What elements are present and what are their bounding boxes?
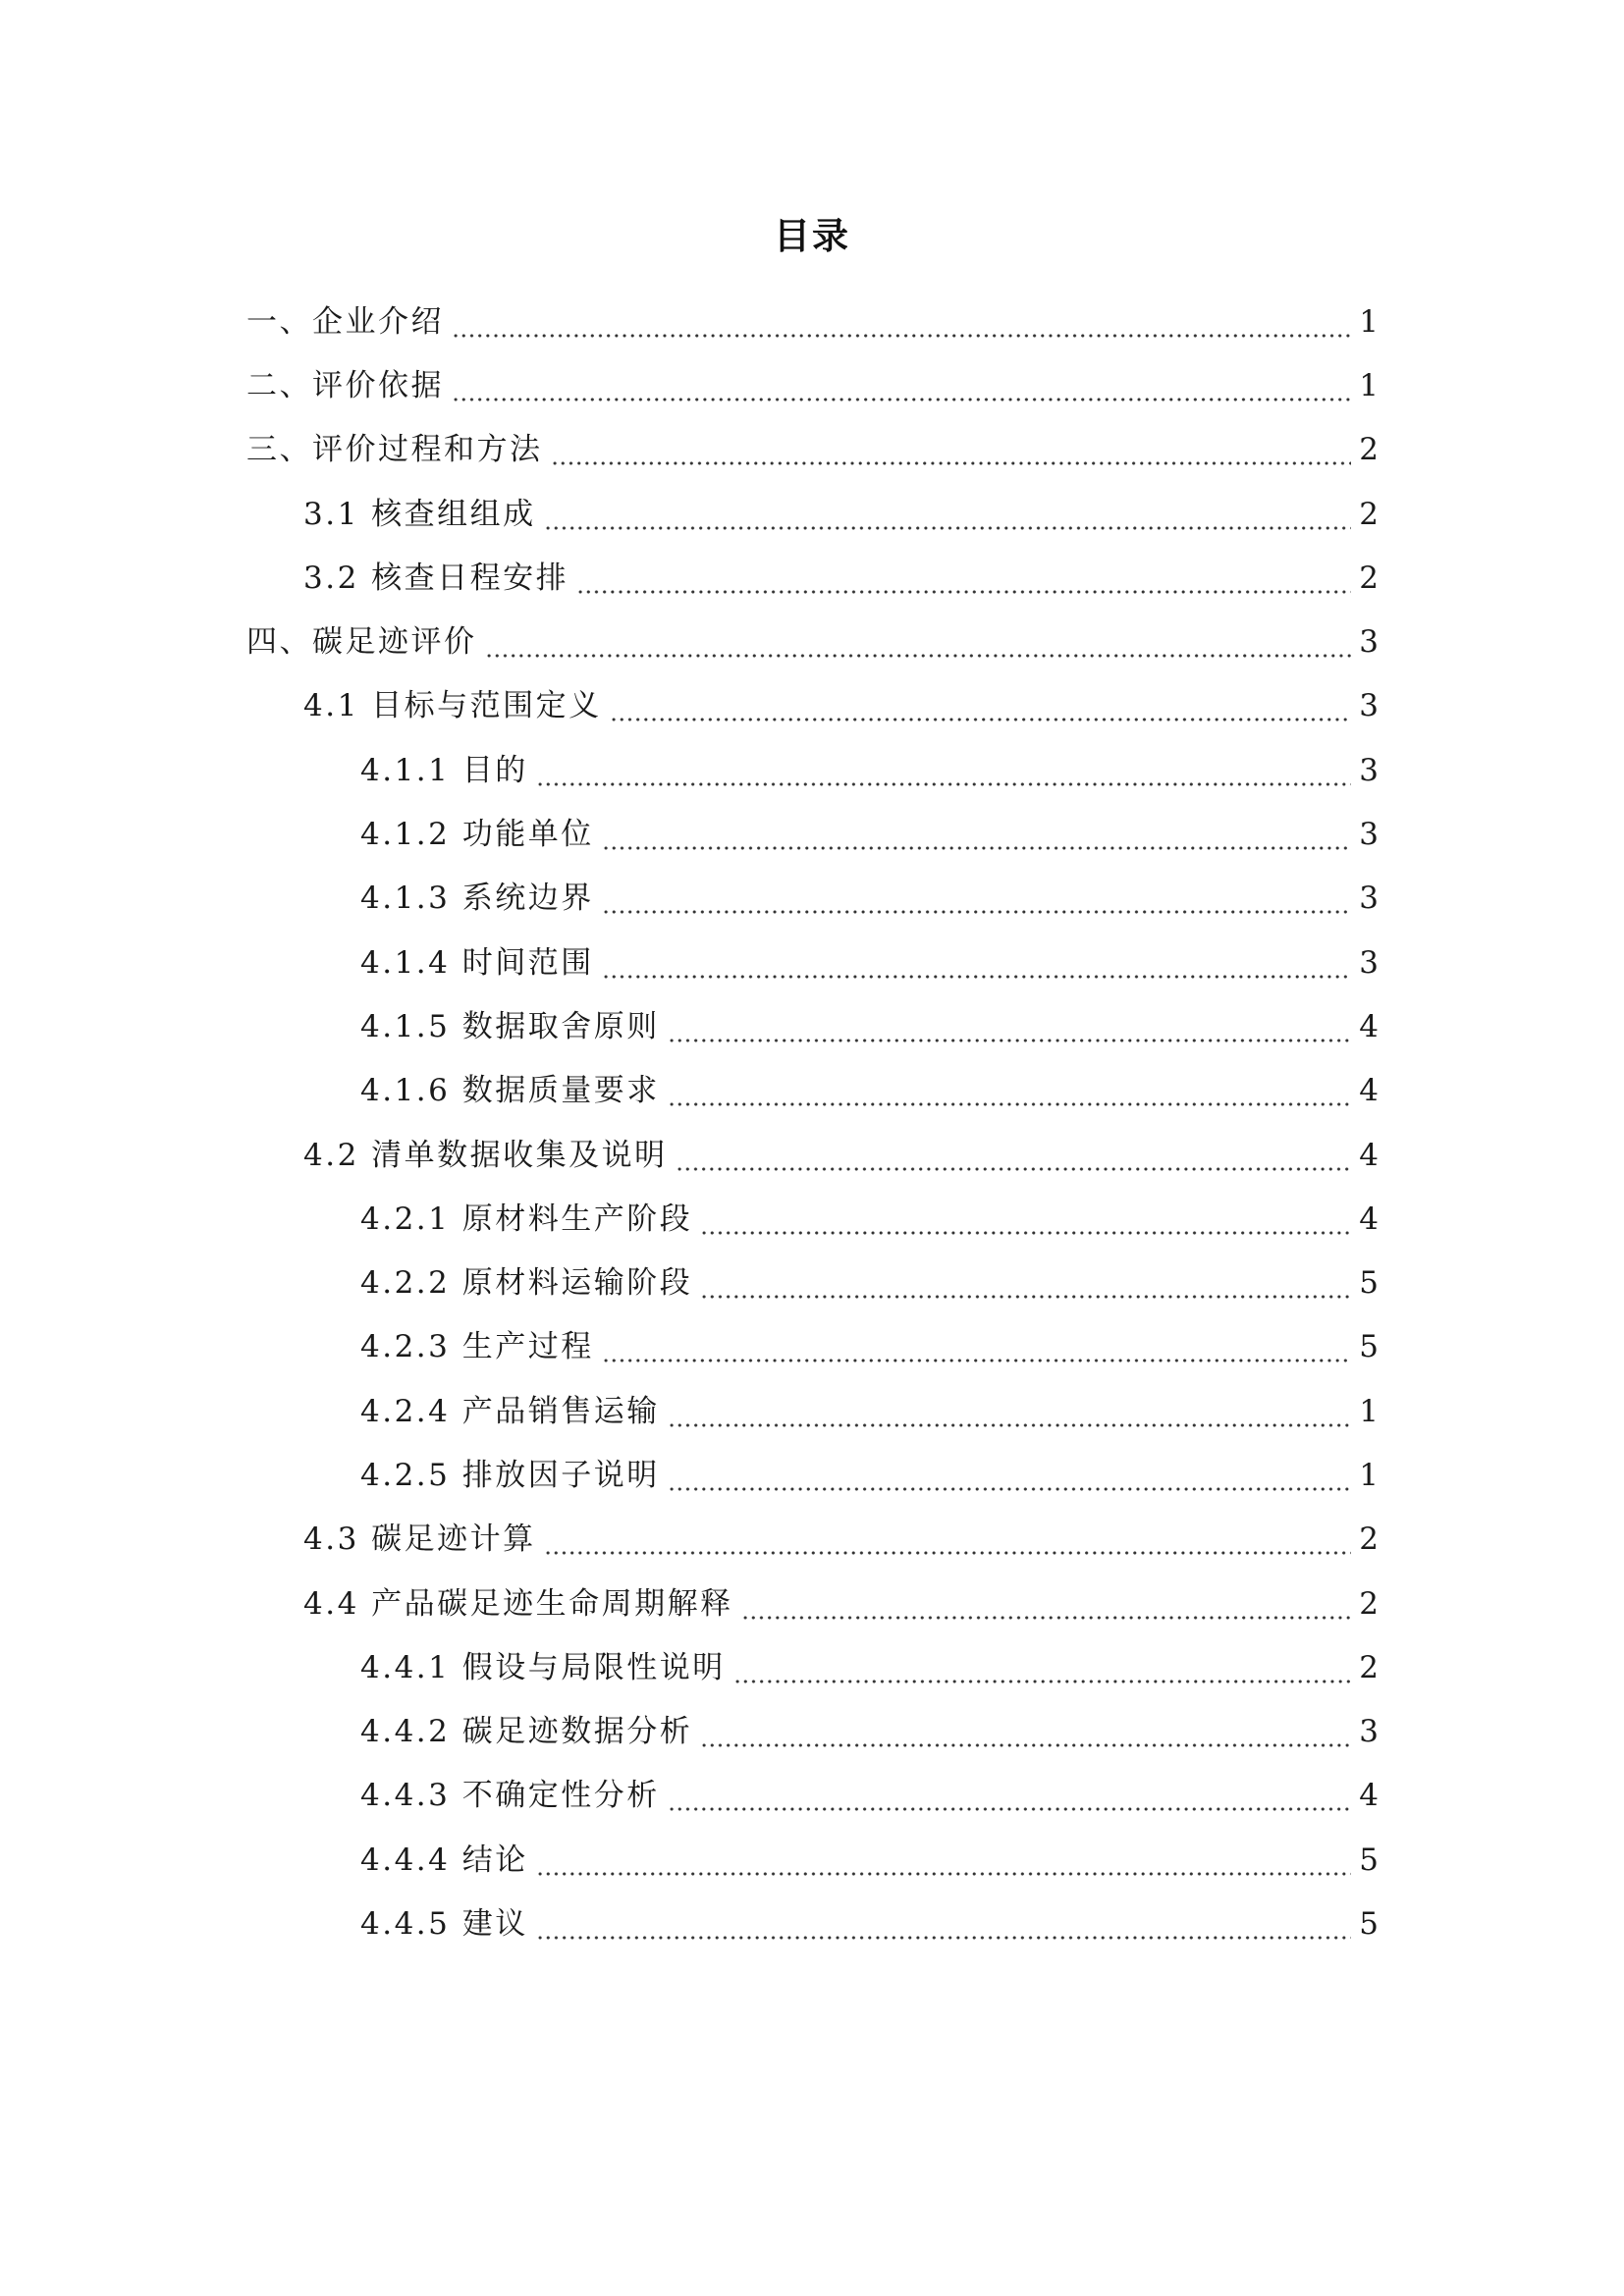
toc-entry-label: 4.4 产品碳足迹生命周期解释 — [303, 1585, 733, 1622]
toc-entry-label: 4.1.4 时间范围 — [360, 944, 594, 981]
toc-entry-page-number: 5 — [1359, 1842, 1379, 1878]
toc-entry-label: 4.4.4 结论 — [360, 1842, 528, 1878]
toc-entry[interactable] — [0, 610, 1624, 673]
toc-entry-label: 4.4.5 建议 — [360, 1906, 528, 1943]
toc-entry-page-number: 3 — [1359, 688, 1379, 724]
toc-entry-label: 4.1.6 数据质量要求 — [360, 1073, 660, 1109]
toc-entry-label: 一、企业介绍 — [246, 303, 444, 340]
toc-entry-page-number: 4 — [1359, 1201, 1379, 1237]
toc-entry-page-number: 1 — [1359, 1393, 1379, 1429]
toc-entry-label: 三、评价过程和方法 — [246, 432, 543, 468]
toc-entry-label: 4.2 清单数据收集及说明 — [303, 1137, 668, 1173]
toc-entry-page-number: 3 — [1359, 752, 1379, 788]
toc-entry-label: 3.2 核查日程安排 — [303, 560, 569, 596]
toc-dot-leader — [602, 815, 1351, 854]
toc-entry-page-number: 1 — [1359, 1457, 1379, 1493]
toc-dot-leader — [536, 751, 1351, 790]
toc-entry[interactable] — [0, 738, 1624, 802]
toc-list — [0, 290, 1624, 1956]
toc-entry[interactable] — [0, 1828, 1624, 1892]
toc-dot-leader — [602, 943, 1351, 983]
toc-dot-leader — [551, 430, 1352, 469]
toc-entry-label: 4.1.5 数据取舍原则 — [360, 1008, 660, 1044]
toc-entry-page-number: 5 — [1359, 1906, 1379, 1943]
toc-entry-page-number: 4 — [1359, 1073, 1379, 1109]
toc-entry-page-number: 3 — [1359, 1714, 1379, 1750]
toc-entry-label: 4.1.3 系统边界 — [360, 881, 594, 917]
toc-entry-page-number: 2 — [1359, 496, 1379, 532]
toc-entry[interactable] — [0, 1059, 1624, 1123]
toc-entry-page-number: 2 — [1359, 560, 1379, 596]
toc-dot-leader — [452, 366, 1351, 405]
toc-entry[interactable] — [0, 1764, 1624, 1828]
toc-dot-leader — [544, 495, 1351, 534]
toc-entry-label: 4.2.1 原材料生产阶段 — [360, 1201, 693, 1237]
toc-entry[interactable] — [0, 353, 1624, 417]
toc-entry[interactable] — [0, 1187, 1624, 1251]
toc-entry-page-number: 4 — [1359, 1008, 1379, 1044]
toc-entry[interactable] — [0, 867, 1624, 931]
toc-entry-label: 3.1 核查组组成 — [303, 496, 536, 532]
toc-entry[interactable] — [0, 1635, 1624, 1699]
toc-entry[interactable] — [0, 1315, 1624, 1379]
toc-dot-leader — [536, 1904, 1351, 1944]
toc-entry-label: 4.2.5 排放因子说明 — [360, 1457, 660, 1493]
toc-entry-label: 4.2.2 原材料运输阶段 — [360, 1265, 693, 1302]
toc-entry-page-number: 2 — [1359, 1649, 1379, 1685]
toc-entry[interactable] — [0, 1508, 1624, 1572]
toc-entry[interactable] — [0, 290, 1624, 353]
toc-entry[interactable] — [0, 1572, 1624, 1635]
toc-dot-leader — [668, 1776, 1351, 1815]
toc-entry-page-number: 2 — [1359, 1522, 1379, 1558]
toc-dot-leader — [668, 1456, 1351, 1495]
toc-entry[interactable] — [0, 546, 1624, 610]
toc-entry-label: 4.4.3 不确定性分析 — [360, 1778, 660, 1814]
toc-dot-leader — [676, 1136, 1351, 1175]
toc-dot-leader — [700, 1712, 1351, 1751]
toc-entry-label: 4.1.2 功能单位 — [360, 817, 594, 853]
toc-entry[interactable] — [0, 1379, 1624, 1443]
toc-entry[interactable] — [0, 802, 1624, 866]
toc-entry[interactable] — [0, 931, 1624, 994]
toc-entry-label: 四、碳足迹评价 — [246, 624, 477, 661]
toc-dot-leader — [602, 1327, 1351, 1366]
toc-entry[interactable] — [0, 418, 1624, 482]
toc-dot-leader — [700, 1200, 1351, 1239]
toc-dot-leader — [741, 1584, 1351, 1624]
toc-entry-label: 二、评价依据 — [246, 367, 444, 403]
toc-entry-label: 4.4.1 假设与局限性说明 — [360, 1649, 726, 1685]
toc-entry-page-number: 4 — [1359, 1778, 1379, 1814]
toc-dot-leader — [733, 1648, 1351, 1687]
toc-entry[interactable] — [0, 482, 1624, 546]
toc-dot-leader — [485, 622, 1352, 662]
toc-title: 目录 — [774, 215, 850, 257]
toc-entry-page-number: 1 — [1359, 303, 1379, 340]
toc-dot-leader — [668, 1392, 1351, 1431]
toc-entry-page-number: 2 — [1359, 432, 1379, 468]
toc-dot-leader — [700, 1263, 1351, 1303]
toc-dot-leader — [452, 302, 1351, 342]
toc-dot-leader — [668, 1007, 1351, 1046]
toc-entry[interactable] — [0, 1123, 1624, 1187]
toc-dot-leader — [668, 1071, 1351, 1110]
toc-entry[interactable] — [0, 1892, 1624, 1955]
toc-entry-label: 4.4.2 碳足迹数据分析 — [360, 1714, 693, 1750]
toc-dot-leader — [576, 559, 1351, 598]
toc-entry-page-number: 3 — [1359, 817, 1379, 853]
toc-entry[interactable] — [0, 1443, 1624, 1507]
toc-entry-label: 4.1 目标与范围定义 — [303, 688, 602, 724]
toc-entry-page-number: 2 — [1359, 1585, 1379, 1622]
toc-dot-leader — [536, 1841, 1351, 1880]
toc-entry-page-number: 3 — [1359, 944, 1379, 981]
toc-dot-leader — [610, 686, 1351, 725]
toc-entry[interactable] — [0, 994, 1624, 1058]
toc-entry-label: 4.3 碳足迹计算 — [303, 1522, 536, 1558]
toc-dot-leader — [602, 879, 1351, 918]
toc-entry-page-number: 5 — [1359, 1265, 1379, 1302]
toc-entry-page-number: 1 — [1359, 367, 1379, 403]
toc-dot-leader — [544, 1520, 1351, 1559]
toc-entry-page-number: 4 — [1359, 1137, 1379, 1173]
toc-entry[interactable] — [0, 674, 1624, 738]
toc-entry-label: 4.2.4 产品销售运输 — [360, 1393, 660, 1429]
toc-entry-page-number: 5 — [1359, 1329, 1379, 1365]
toc-entry[interactable] — [0, 1700, 1624, 1764]
toc-entry-page-number: 3 — [1359, 624, 1379, 661]
toc-entry[interactable] — [0, 1251, 1624, 1314]
toc-entry-label: 4.2.3 生产过程 — [360, 1329, 594, 1365]
toc-entry-label: 4.1.1 目的 — [360, 752, 528, 788]
toc-entry-page-number: 3 — [1359, 881, 1379, 917]
